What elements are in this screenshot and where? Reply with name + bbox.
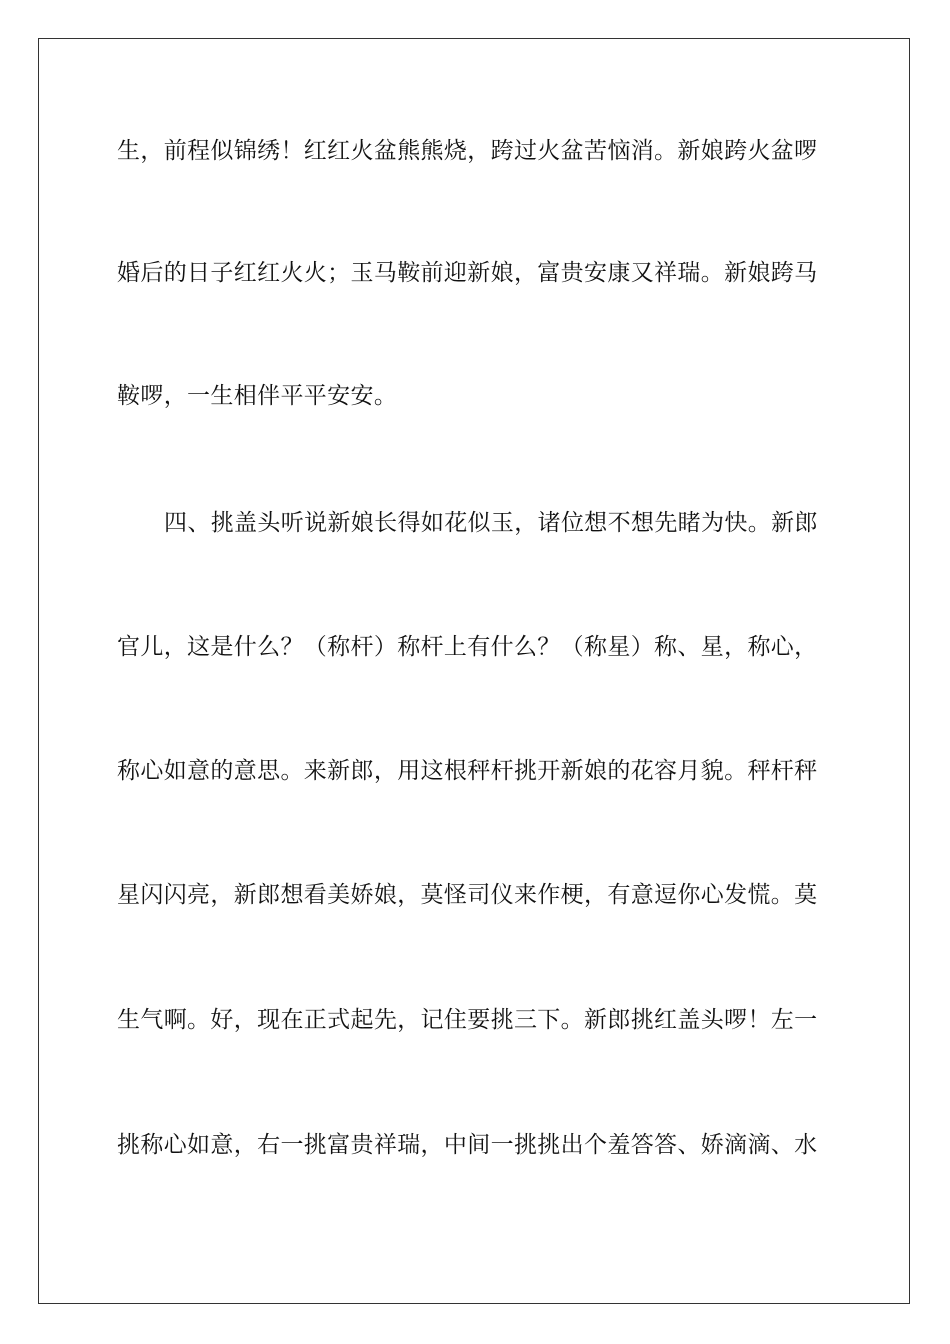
section-heading-line: 四、挑盖头听说新娘长得如花似玉，诸位想不想先睹为快。新郎 bbox=[164, 510, 818, 536]
text-line-7: 星闪闪亮，新郎想看美娇娘，莫怪司仪来作梗，有意逗你心发慌。莫 bbox=[117, 882, 818, 908]
text-line-3: 鞍啰，一生相伴平平安安。 bbox=[117, 383, 398, 409]
text-line-8: 生气啊。好，现在正式起先，记住要挑三下。新郎挑红盖头啰！左一 bbox=[117, 1007, 818, 1033]
text-line-1: 生，前程似锦绣！红红火盆熊熊烧，跨过火盆苦恼消。新娘跨火盆啰 bbox=[117, 138, 818, 164]
text-line-9: 挑称心如意，右一挑富贵祥瑞，中间一挑挑出个羞答答、娇滴滴、水 bbox=[117, 1132, 818, 1158]
text-line-2: 婚后的日子红红火火；玉马鞍前迎新娘，富贵安康又祥瑞。新娘跨马 bbox=[117, 260, 818, 286]
text-line-5: 官儿，这是什么？（称杆）称杆上有什么？（称星）称、星，称心， bbox=[117, 634, 818, 660]
text-line-6: 称心如意的意思。来新郎，用这根秤杆挑开新娘的花容月貌。秤杆秤 bbox=[117, 758, 818, 784]
page-border bbox=[38, 38, 910, 1304]
